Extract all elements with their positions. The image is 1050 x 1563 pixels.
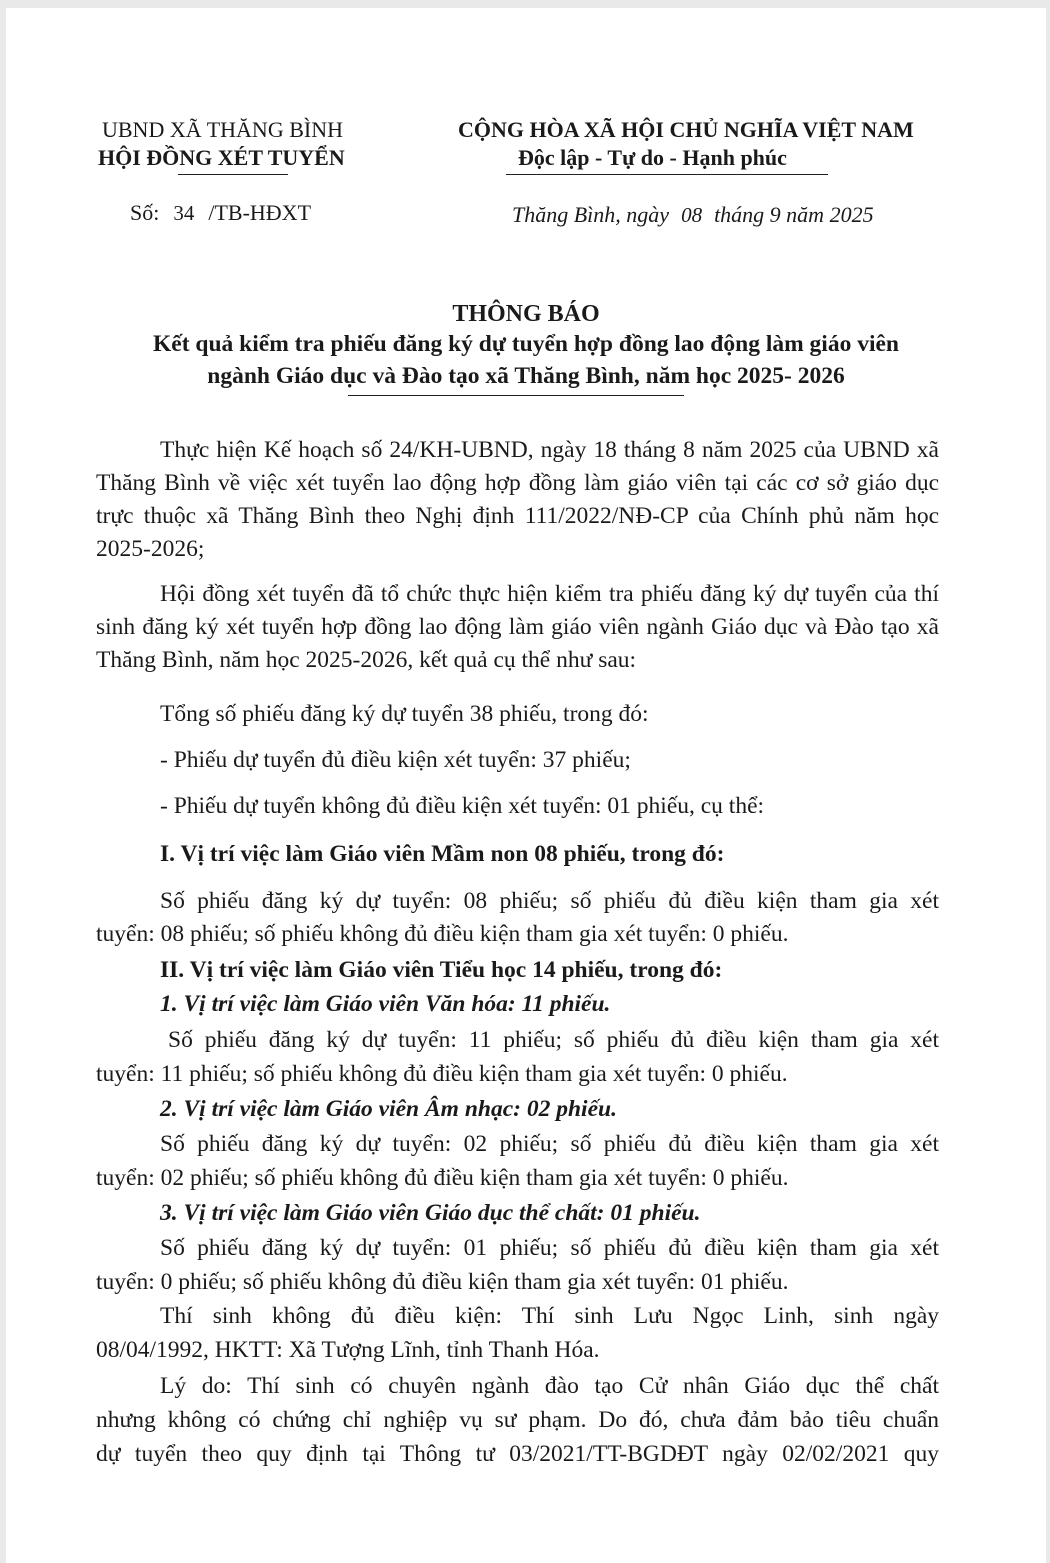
candidate-line2: 08/04/1992, HKTT: Xã Tượng Lĩnh, tỉnh Thanh Hóa. xyxy=(96,1337,600,1363)
subsection-3-line2: tuyển: 0 phiếu; số phiếu không đủ điều kiện tham gia xét tuyển: 01 phiếu. xyxy=(96,1269,789,1295)
notice-title: THÔNG BÁO xyxy=(452,301,600,327)
notice-subtitle-line2: ngành Giáo dục và Đào tạo xã Thăng Bình, năm học 2025- 2026 xyxy=(207,363,845,389)
section-1-line2: tuyển: 08 phiếu; số phiếu không đủ điều kiện tham gia xét tuyển: 0 phiếu. xyxy=(96,921,789,947)
subsection-3-line1: Số phiếu đăng ký dự tuyển: 01 phiếu; số phiếu đủ điều kiện tham gia xét xyxy=(160,1235,939,1261)
council-name: HỘI ĐỒNG XÉT TUYỂN xyxy=(98,145,345,170)
document-number: Số: 34 /TB-HĐXT xyxy=(130,200,312,225)
subsection-1-title: 1. Vị trí việc làm Giáo viên Văn hóa: 11 phiếu. xyxy=(160,991,611,1017)
reason-line1: Lý do: Thí sinh có chuyên ngành đào tạo Cử nhân Giáo dục thể chất xyxy=(160,1373,939,1399)
subsection-2-line2: tuyển: 02 phiếu; số phiếu không đủ điều kiện tham gia xét tuyển: 0 phiếu. xyxy=(96,1165,789,1191)
notice-subtitle-line1: Kết quả kiểm tra phiếu đăng ký dự tuyển hợp đồng lao động làm giáo viên xyxy=(153,331,899,357)
section-2-title: II. Vị trí việc làm Giáo viên Tiểu học 14 phiếu, trong đó: xyxy=(160,957,723,983)
paragraph-plan-reference: Thực hiện Kế hoạch số 24/KH-UBND, ngày 18 tháng 8 năm 2025 của UBND xã Thăng Bình về việc xét tuyển lao động hợp đồng làm giáo viên tại các cơ sở giáo dục trực thuộc xã Thăng Bình theo Nghị định 111/2022/NĐ-CP của Chính phủ năm học 2025-2026; xyxy=(96,437,939,562)
reason-line3: dự tuyển theo quy định tại Thông tư 03/2021/TT-BGDĐT ngày 02/02/2021 quy xyxy=(96,1441,939,1467)
document-page xyxy=(6,8,1046,1563)
national-title: CỘNG HÒA XÃ HỘI CHỦ NGHĨA VIỆT NAM xyxy=(458,117,914,142)
document-date: Thăng Bình, ngày 08 tháng 9 năm 2025 xyxy=(512,202,874,227)
section-1-title: I. Vị trí việc làm Giáo viên Mầm non 08 phiếu, trong đó: xyxy=(160,841,725,867)
subsection-2-title: 2. Vị trí việc làm Giáo viên Âm nhạc: 02 phiếu. xyxy=(160,1096,617,1122)
subsection-3-title: 3. Vị trí việc làm Giáo viên Giáo dục thể chất: 01 phiếu. xyxy=(160,1200,701,1226)
subsection-1-line2: tuyển: 11 phiếu; số phiếu không đủ điều kiện tham gia xét tuyển: 0 phiếu. xyxy=(96,1061,788,1087)
title-underline xyxy=(348,395,684,396)
paragraph-council-review: Hội đồng xét tuyển đã tổ chức thực hiện kiểm tra phiếu đăng ký dự tuyển của thí sinh đăng ký xét tuyển hợp đồng lao động làm giáo viên ngành Giáo dục và Đào tạo xã Thăng Bình, năm học 2025-2026, kết quả cụ thể như sau: xyxy=(96,581,939,673)
subsection-1-line1: Số phiếu đăng ký dự tuyển: 11 phiếu; số phiếu đủ điều kiện tham gia xét xyxy=(168,1027,939,1053)
national-motto: Độc lập - Tự do - Hạnh phúc xyxy=(518,145,787,170)
agency-name: UBND XÃ THĂNG BÌNH xyxy=(102,117,343,142)
total-forms: Tổng số phiếu đăng ký dự tuyển 38 phiếu, trong đó: xyxy=(160,701,649,727)
ineligible-forms: - Phiếu dự tuyển không đủ điều kiện xét tuyển: 01 phiếu, cụ thể: xyxy=(160,793,765,819)
subsection-2-line1: Số phiếu đăng ký dự tuyển: 02 phiếu; số phiếu đủ điều kiện tham gia xét xyxy=(160,1131,939,1157)
section-1-line1: Số phiếu đăng ký dự tuyển: 08 phiếu; số phiếu đủ điều kiện tham gia xét xyxy=(160,888,939,914)
candidate-line1: Thí sinh không đủ điều kiện: Thí sinh Lưu Ngọc Linh, sinh ngày xyxy=(160,1303,939,1329)
reason-line2: nhưng không có chứng chỉ nghiệp vụ sư phạm. Do đó, chưa đảm bảo tiêu chuẩn xyxy=(96,1407,939,1433)
motto-underline xyxy=(506,174,828,175)
council-underline xyxy=(178,174,288,175)
eligible-forms: - Phiếu dự tuyển đủ điều kiện xét tuyển: 37 phiếu; xyxy=(160,747,631,773)
